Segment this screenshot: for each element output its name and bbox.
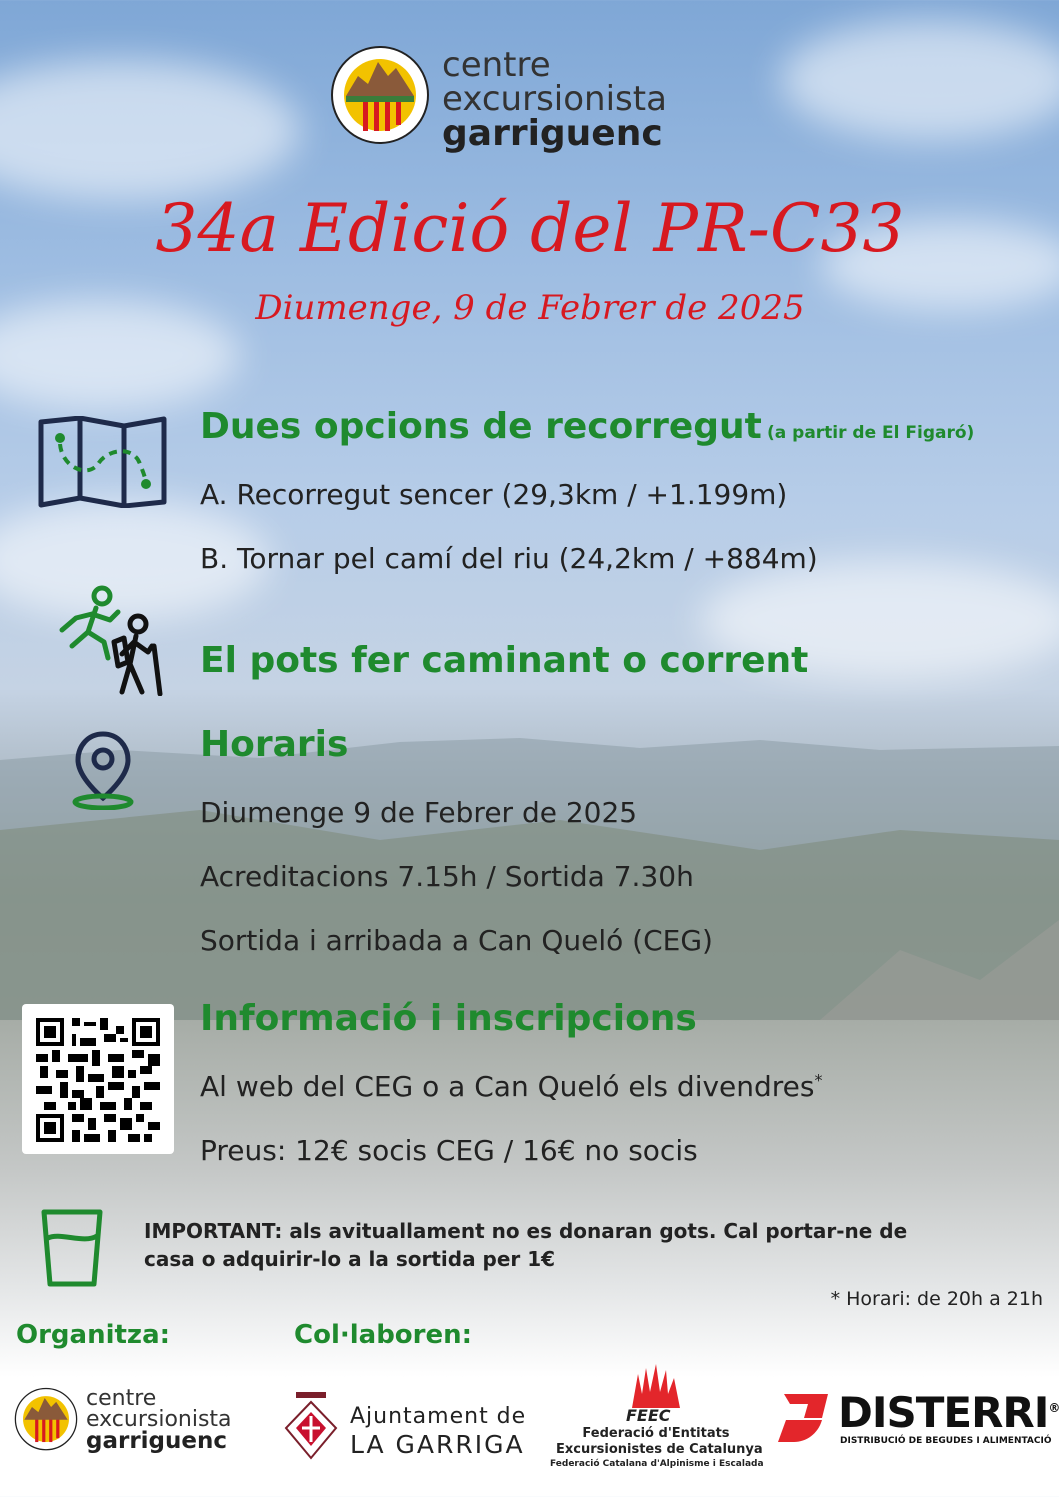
mode-heading: El pots fer caminant o corrent: [200, 640, 809, 681]
location-pin-icon: [70, 730, 136, 810]
ajuntament-line1: Ajuntament de: [350, 1404, 527, 1429]
org-logo-line3: garriguenc: [86, 1428, 227, 1454]
important-line2: casa o adquirir-lo a la sortida per 1€: [144, 1246, 556, 1271]
disterri-reg-mark: ®: [1048, 1401, 1059, 1415]
header-logo: [330, 40, 730, 160]
ceg-seal-small-logo: [14, 1384, 78, 1458]
feec-abbr: FEEC: [626, 1406, 671, 1425]
routes-heading: Dues opcions de recorregut: [200, 406, 762, 447]
disterri-name-text: DISTERRI: [838, 1388, 1049, 1437]
disterri-name: [838, 1388, 1059, 1437]
info-where-text: Al web del CEG o a Can Queló els divendres: [200, 1070, 815, 1103]
schedule-heading: Horaris: [200, 724, 349, 765]
organitza-label: Organitza:: [16, 1320, 171, 1350]
important-notice: [144, 1218, 907, 1273]
map-route-icon: [38, 416, 168, 508]
schedule-date: Diumenge 9 de Febrer de 2025: [200, 796, 638, 829]
schedule-times: Acreditacions 7.15h / Sortida 7.30h: [200, 860, 694, 893]
feec-line1: Federació d'Entitats: [582, 1426, 730, 1441]
disterri-logo[interactable]: [774, 1388, 1059, 1460]
feec-line2: Excursionistes de Catalunya: [556, 1442, 763, 1457]
qr-code[interactable]: [22, 1004, 174, 1154]
routes-heading-row: [200, 406, 974, 447]
info-prices: Preus: 12€ socis CEG / 16€ no socis: [200, 1134, 698, 1167]
event-date: Diumenge, 9 de Febrer de 2025: [255, 288, 805, 328]
feec-flames-icon: [628, 1364, 684, 1408]
header-logo-line3: garriguenc: [442, 113, 663, 154]
collaboren-label: Col·laboren:: [294, 1320, 473, 1350]
ajuntament-logo[interactable]: [280, 1390, 540, 1466]
route-option-a: A. Recorregut sencer (29,3km / +1.199m): [200, 478, 788, 511]
routes-heading-note: (a partir de El Figaró): [766, 423, 975, 443]
ajuntament-line2: LA GARRIGA: [350, 1430, 525, 1459]
event-title: 34a Edició del PR-C33: [155, 190, 905, 267]
qr-code-pattern: [36, 1018, 160, 1142]
footnote: * Horari: de 20h a 21h: [830, 1288, 1043, 1310]
feec-line3: Federació Catalana d'Alpinisme i Escalada: [550, 1459, 764, 1469]
runner-hiker-icon: [52, 584, 168, 696]
disterri-swoosh-icon: [774, 1390, 832, 1446]
ceg-seal-logo: [330, 40, 430, 156]
org-logo-line1: centre: [86, 1386, 157, 1411]
important-line1: IMPORTANT: als avituallament no es donaran gots. Cal portar-ne de: [144, 1219, 908, 1243]
schedule-location: Sortida i arribada a Can Queló (CEG): [200, 924, 713, 957]
feec-logo[interactable]: [550, 1364, 764, 1484]
info-heading: Informació i inscripcions: [200, 998, 697, 1039]
org-logo-line2: excursionista: [86, 1407, 232, 1432]
route-option-b: B. Tornar pel camí del riu (24,2km / +884m): [200, 542, 818, 575]
disterri-tagline: DISTRIBUCIÓ DE BEGUDES I ALIMENTACIÓ: [840, 1436, 1052, 1446]
water-glass-icon: [40, 1208, 104, 1288]
organizer-logo[interactable]: [14, 1384, 264, 1460]
info-where-mark: *: [814, 1070, 823, 1090]
info-where: [200, 1070, 823, 1103]
header-logo-line1: centre: [442, 45, 551, 85]
header-logo-line2: excursionista: [442, 79, 667, 119]
ajuntament-shield-icon: [280, 1390, 342, 1462]
